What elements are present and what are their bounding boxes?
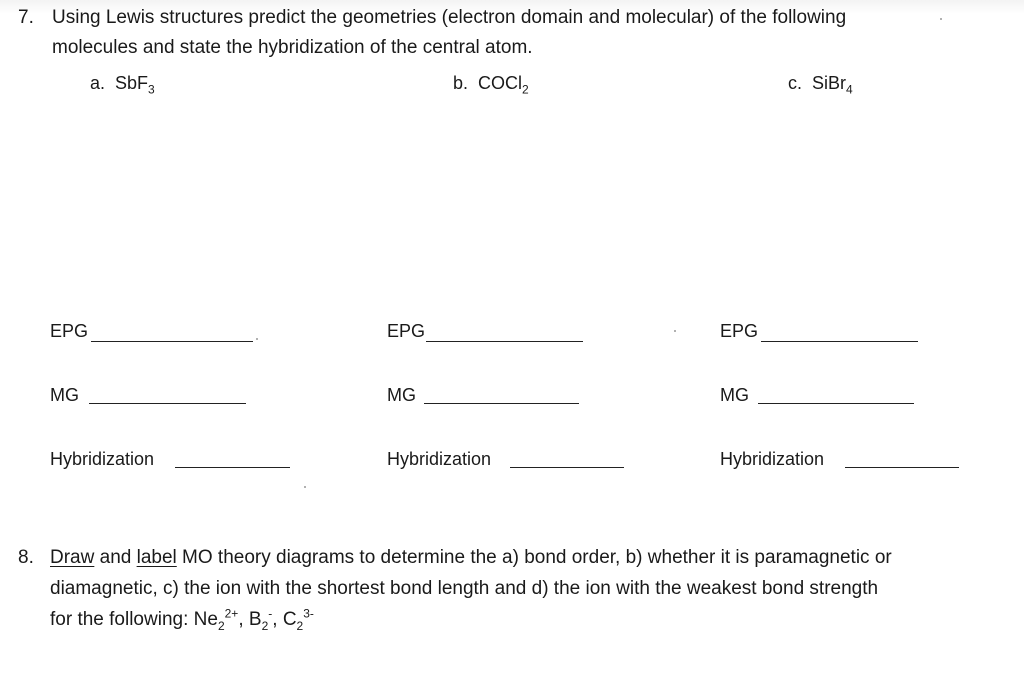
hybridization-blank-c[interactable]	[845, 467, 959, 468]
ion-c2: $C_2^{3-}$	[282, 606, 314, 633]
mg-label-c: MG	[720, 385, 749, 405]
ion-separator: ,	[238, 609, 249, 630]
molecule-a-letter: a.	[90, 73, 106, 93]
scan-speck	[940, 18, 942, 20]
molecule-a-subscript: 3	[148, 82, 155, 97]
hybridization-blank-b[interactable]	[510, 467, 624, 468]
molecule-b-subscript: 2	[522, 82, 529, 97]
hybridization-label-a: Hybridization	[50, 449, 155, 469]
and-text: and	[94, 547, 137, 568]
question-7-line-2: molecules and state the hybridization of the central atom.	[52, 37, 533, 58]
hybridization-blank-a[interactable]	[175, 467, 290, 468]
molecule-c	[788, 72, 853, 97]
scan-speck	[304, 486, 306, 488]
epg-blank-a[interactable]	[91, 341, 253, 342]
epg-blank-c[interactable]	[761, 341, 918, 342]
ion-b2: $B_2^-$	[248, 606, 273, 633]
label-underlined: label	[136, 547, 177, 568]
epg-blank-b[interactable]	[426, 341, 583, 342]
molecule-a-formula: SbF	[115, 73, 149, 93]
question-7-line-1: Using Lewis structures predict the geometries (electron domain and molecular) of the following	[52, 7, 847, 28]
mg-blank-c[interactable]	[758, 403, 914, 404]
question-8-line-2: diamagnetic, c) the ion with the shortest bond length and d) the ion with the weakest bond strength	[50, 578, 879, 599]
hybridization-label-b: Hybridization	[387, 449, 492, 469]
molecule-b-letter: b.	[453, 73, 469, 93]
molecule-b-formula: COCl	[478, 73, 523, 93]
scan-speck	[256, 338, 258, 340]
molecule-c-formula: SiBr	[812, 73, 847, 93]
mg-blank-b[interactable]	[424, 403, 579, 404]
question-8-line-1	[50, 547, 892, 569]
ion-ne2: $Ne_2^{2+}$	[193, 606, 239, 633]
molecule-c-letter: c.	[788, 73, 803, 93]
question-8-line-3	[50, 606, 314, 633]
molecule-a	[90, 72, 155, 97]
hybridization-label-c: Hybridization	[720, 449, 825, 469]
mg-blank-a[interactable]	[89, 403, 246, 404]
question-8-line-1-rest: MO theory diagrams to determine the a) bond order, b) whether it is paramagnetic or	[176, 547, 892, 568]
question-7-number: 7.	[18, 7, 34, 28]
mg-label-b: MG	[387, 385, 416, 405]
ion-separator: ,	[272, 609, 283, 630]
epg-label-c: EPG	[720, 321, 759, 341]
molecule-c-subscript: 4	[846, 82, 853, 97]
draw-underlined: Draw	[50, 547, 95, 568]
question-8-line-3-prefix: for the following:	[50, 609, 194, 630]
epg-label-b: EPG	[387, 321, 426, 341]
scan-speck	[674, 330, 676, 332]
mg-label-a: MG	[50, 385, 79, 405]
question-8-number: 8.	[18, 547, 34, 568]
epg-label-a: EPG	[50, 321, 89, 341]
molecule-b	[453, 72, 529, 97]
